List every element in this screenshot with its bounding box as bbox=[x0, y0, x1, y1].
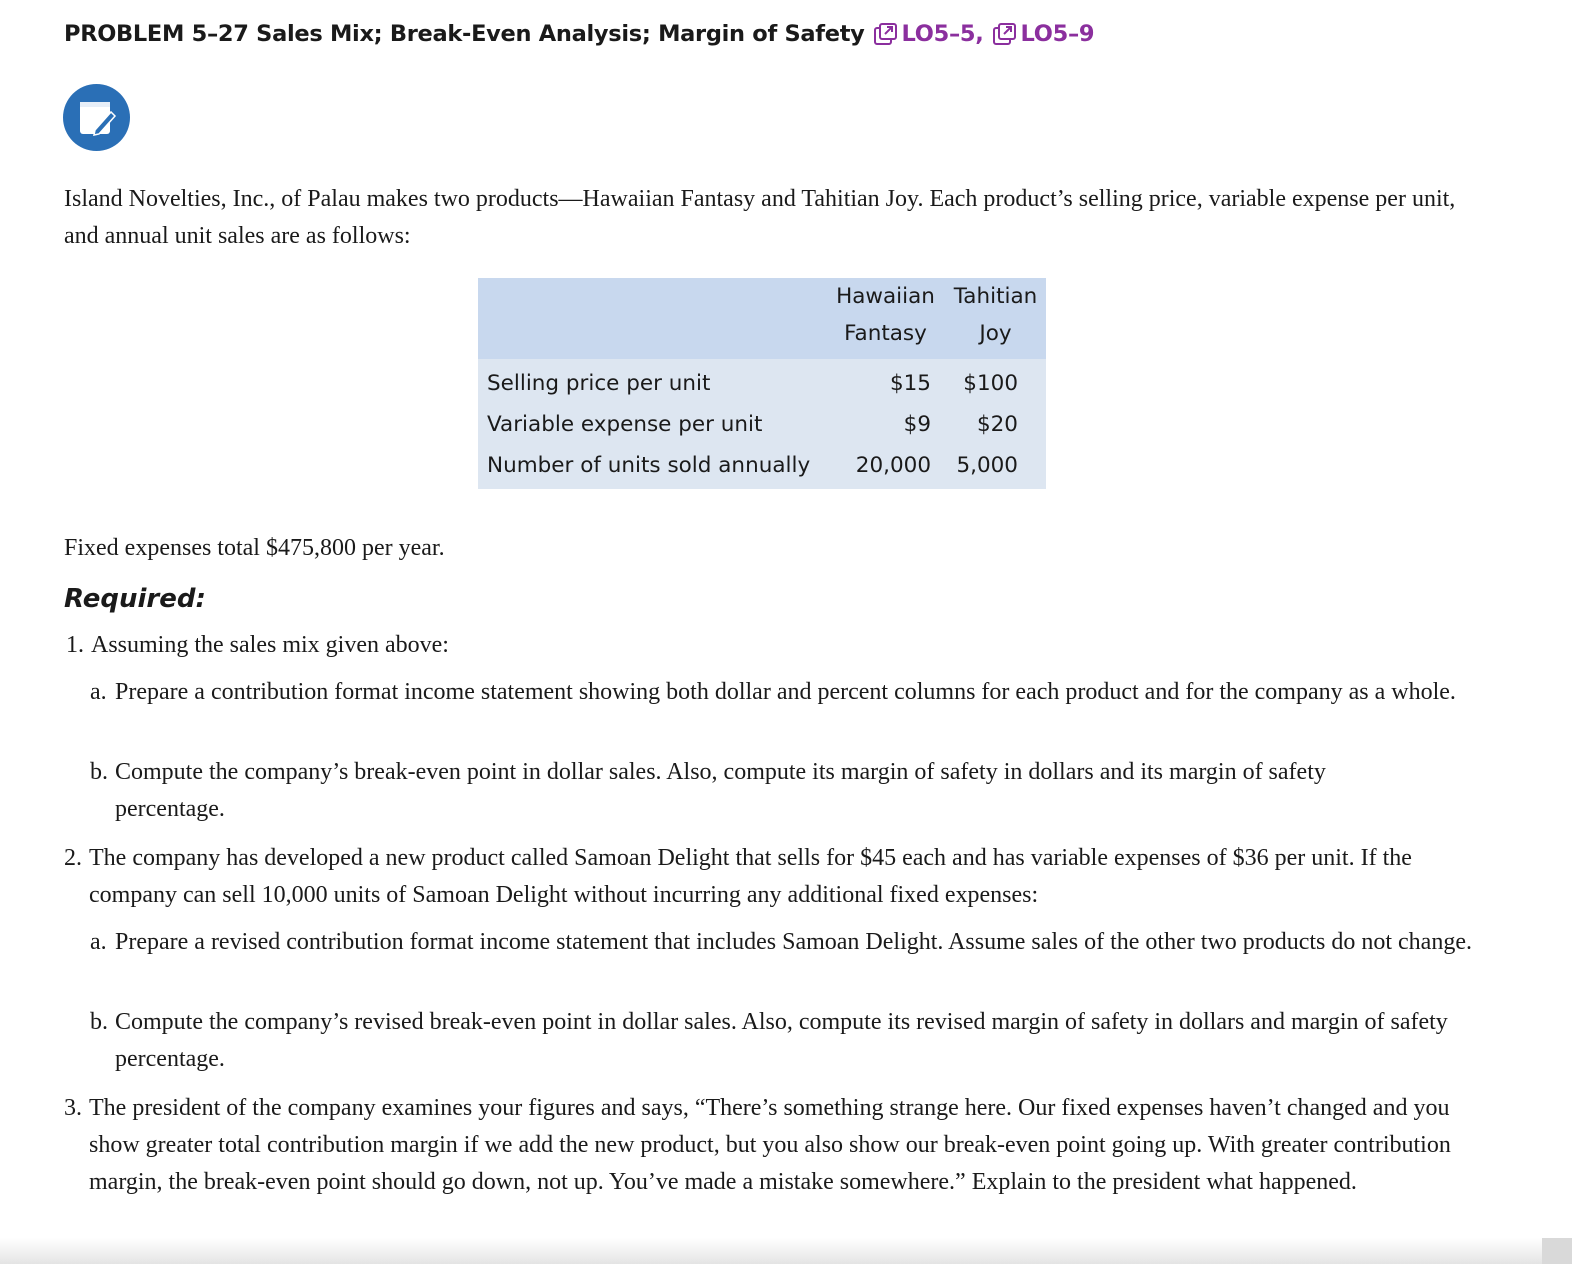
hawaiian-value: $9 bbox=[903, 412, 931, 437]
hawaiian-value: $15 bbox=[889, 371, 931, 396]
intro-paragraph: Island Novelties, Inc., of Palau makes two products—Hawaiian Fantasy and Tahitian Joy. Each product’s selling price, variable expense per unit, and annual unit sales are as follows: bbox=[64, 186, 1456, 249]
question-marker: b. bbox=[90, 1009, 108, 1035]
question-marker: 1. bbox=[66, 632, 84, 658]
question-2b bbox=[90, 1004, 1470, 1078]
row-label: Number of units sold annually bbox=[487, 453, 811, 478]
table-header-blank bbox=[478, 278, 826, 359]
question-2 bbox=[64, 840, 1464, 914]
problem-heading bbox=[64, 14, 1094, 54]
question-text: Prepare a contribution format income statement showing both dollar and percent columns for each product and for the company as a whole. bbox=[115, 679, 1456, 705]
tahitian-value: $100 bbox=[963, 371, 1018, 396]
header-hawaiian-fantasy: Hawaiian Fantasy bbox=[836, 284, 935, 346]
external-link-icon bbox=[873, 22, 899, 46]
question-text: Prepare a revised contribution format income statement that includes Samoan Delight. Assume sales of the other two products do not change. bbox=[115, 929, 1472, 955]
question-text: Compute the company’s revised break-even point in dollar sales. Also, compute its revised margin of safety in dollars and margin of safety percentage. bbox=[115, 1009, 1448, 1072]
hawaiian-value: 20,000 bbox=[855, 453, 931, 478]
external-link-icon bbox=[992, 22, 1018, 46]
table-header-row bbox=[478, 278, 1046, 359]
question-marker: a. bbox=[90, 679, 107, 705]
scrollbar-corner[interactable] bbox=[1542, 1238, 1572, 1264]
tahitian-value: 5,000 bbox=[956, 453, 1018, 478]
lo-link-label: LO5–9 bbox=[1020, 21, 1095, 47]
required-heading: Required: bbox=[64, 584, 206, 614]
lo-link-5-5[interactable] bbox=[873, 21, 984, 47]
question-marker: a. bbox=[90, 929, 107, 955]
question-1a bbox=[90, 674, 1480, 711]
question-marker: 3. bbox=[64, 1095, 82, 1121]
table-row bbox=[478, 359, 1046, 404]
table-row bbox=[478, 404, 1046, 445]
fixed-expenses-text: Fixed expenses total $475,800 per year. bbox=[64, 535, 445, 561]
question-marker: b. bbox=[90, 759, 108, 785]
row-label: Variable expense per unit bbox=[487, 412, 763, 437]
question-1b bbox=[90, 754, 1410, 828]
question-text: The president of the company examines your figures and says, “There’s something strange here. Our fixed expenses haven’t changed and you show greater total contribution margin if we add the new product, but you also show our break-even point going up. With greater contribution margin, the break-even point should go down, not up. You’ve made a mistake somewhere.” Explain to the president what happened. bbox=[89, 1095, 1451, 1195]
question-1 bbox=[66, 627, 1476, 664]
product-data-table bbox=[478, 278, 1046, 489]
bottom-fade bbox=[0, 1238, 1572, 1264]
lo-link-label: LO5–5, bbox=[901, 21, 984, 47]
question-text: Assuming the sales mix given above: bbox=[91, 632, 449, 658]
tahitian-value: $20 bbox=[976, 412, 1018, 437]
lo-link-5-9[interactable] bbox=[992, 21, 1095, 47]
question-marker: 2. bbox=[64, 845, 82, 871]
problem-title: PROBLEM 5–27 Sales Mix; Break-Even Analysis; Margin of Safety bbox=[64, 21, 865, 47]
question-2a bbox=[90, 924, 1485, 961]
row-label: Selling price per unit bbox=[487, 371, 711, 396]
table-row bbox=[478, 445, 1046, 489]
notebook-icon bbox=[63, 84, 130, 151]
question-text: The company has developed a new product called Samoan Delight that sells for $45 each and has variable expenses of $36 per unit. If the company can sell 10,000 units of Samoan Delight without incurring any additional fixed expenses: bbox=[89, 845, 1412, 908]
header-tahitian-joy: Tahitian Joy bbox=[953, 284, 1038, 346]
question-text: Compute the company’s break-even point in dollar sales. Also, compute its margin of safety in dollars and its margin of safety percentage. bbox=[115, 759, 1326, 822]
question-3 bbox=[64, 1090, 1464, 1201]
